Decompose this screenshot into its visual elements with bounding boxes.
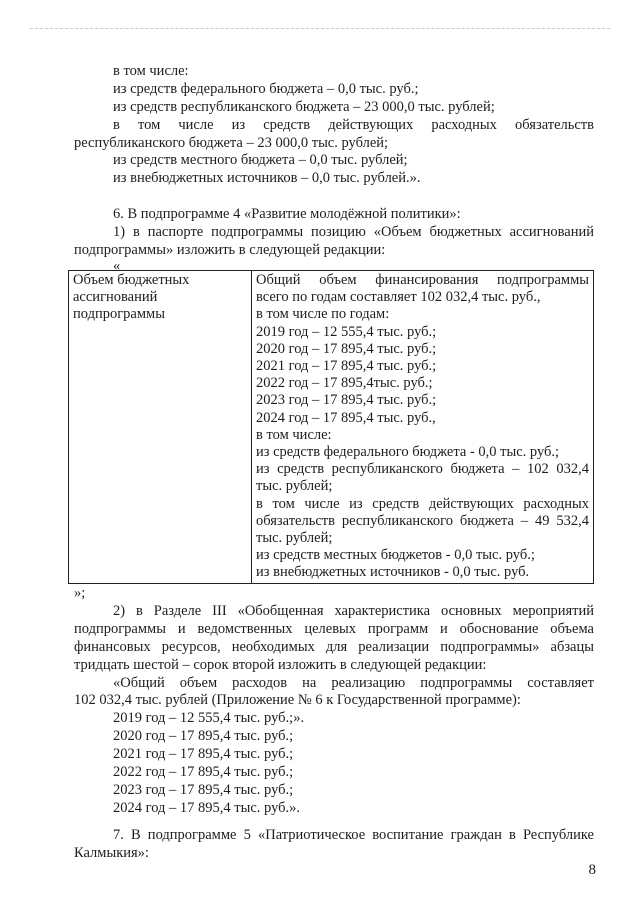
section-heading-item-7: 7. В подпрограмме 5 «Патриотическое воспитание граждан в Республике xyxy=(113,827,594,843)
text-line: 2) в Разделе III «Обобщенная характеристика основных мероприятий xyxy=(113,603,594,619)
text-line: 102 032,4 тыс. рублей (Приложение № 6 к Государственной программе): xyxy=(74,692,521,708)
cell-text: 2020 год – 17 895,4 тыс. руб.; xyxy=(256,340,437,357)
text-line: республиканского бюджета – 23 000,0 тыс. рублей; xyxy=(74,135,389,151)
cell-text: ассигнований xyxy=(73,289,158,306)
cell-text: тыс. рублей; xyxy=(256,478,333,495)
cell-text: из внебюджетных источников - 0,0 тыс. руб. xyxy=(256,564,530,581)
text-line: Калмыкия»: xyxy=(74,845,149,861)
year-line: 2022 год – 17 895,4 тыс. руб.; xyxy=(113,764,294,780)
cell-text: тыс. рублей; xyxy=(256,530,333,547)
cell-text: обязательств республиканского бюджета – 49 532,4 xyxy=(256,512,589,529)
year-line: 2021 год – 17 895,4 тыс. руб.; xyxy=(113,746,294,762)
table-cell-label xyxy=(69,271,252,584)
close-quote: »; xyxy=(74,585,86,601)
cell-text: Общий объем финансирования подпрограммы xyxy=(256,272,589,288)
table-row xyxy=(69,271,594,584)
cell-text: 2021 год – 17 895,4 тыс. руб.; xyxy=(256,358,437,375)
year-line: 2019 год – 12 555,4 тыс. руб.;». xyxy=(113,710,305,726)
year-line: 2023 год – 17 895,4 тыс. руб.; xyxy=(113,782,294,798)
text-line: в том числе: xyxy=(113,63,189,79)
cell-text: всего по годам составляет 102 032,4 тыс. руб., xyxy=(256,289,541,306)
text-line: финансовых ресурсов, необходимых для реализации подпрограммы» абзацы xyxy=(74,639,594,655)
cell-text: подпрограммы xyxy=(73,306,165,323)
text-line: из средств республиканского бюджета – 23 000,0 тыс. рублей; xyxy=(113,99,495,115)
year-line: 2024 год – 17 895,4 тыс. руб.». xyxy=(113,800,301,816)
passport-table xyxy=(68,270,594,584)
cell-text: из средств республиканского бюджета – 102 032,4 xyxy=(256,461,589,478)
cell-text: из средств местных бюджетов - 0,0 тыс. руб.; xyxy=(256,547,535,564)
cell-text: в том числе из средств действующих расходных xyxy=(256,495,589,512)
text-line: подпрограммы» изложить в следующей редакции: xyxy=(74,242,386,258)
text-line: «Общий объем расходов на реализацию подпрограммы составляет xyxy=(113,675,594,691)
cell-text: 2022 год – 17 895,4тыс. руб.; xyxy=(256,375,433,392)
cell-text: 2019 год – 12 555,4 тыс. руб.; xyxy=(256,323,437,340)
scan-artifact-line xyxy=(30,28,610,29)
text-line: 1) в паспорте подпрограммы позицию «Объем бюджетных ассигнований xyxy=(113,224,594,240)
text-line: из средств местного бюджета – 0,0 тыс. рублей; xyxy=(113,152,408,168)
cell-text: из средств федерального бюджета - 0,0 тыс. руб.; xyxy=(256,444,560,461)
text-line: из средств федерального бюджета – 0,0 тыс. руб.; xyxy=(113,81,419,97)
text-line: из внебюджетных источников – 0,0 тыс. рублей.». xyxy=(113,170,421,186)
open-quote: « xyxy=(113,258,121,274)
page-number: 8 xyxy=(588,862,596,878)
text-line: тридцать шестой – сорок второй изложить в следующей редакции: xyxy=(74,657,487,673)
cell-text: Объем бюджетных xyxy=(73,272,190,288)
cell-text: 2023 год – 17 895,4 тыс. руб.; xyxy=(256,392,437,409)
year-line: 2020 год – 17 895,4 тыс. руб.; xyxy=(113,728,294,744)
text-line: подпрограммы и ведомственных целевых программ и обоснование объема xyxy=(74,621,594,637)
cell-text: в том числе: xyxy=(256,426,332,443)
table-cell-value xyxy=(252,271,594,584)
text-line: в том числе из средств действующих расходных обязательств xyxy=(113,117,594,133)
cell-text: 2024 год – 17 895,4 тыс. руб., xyxy=(256,409,436,426)
section-heading-item-6: 6. В подпрограмме 4 «Развитие молодёжной политики»: xyxy=(113,206,461,222)
cell-text: в том числе по годам: xyxy=(256,306,390,323)
